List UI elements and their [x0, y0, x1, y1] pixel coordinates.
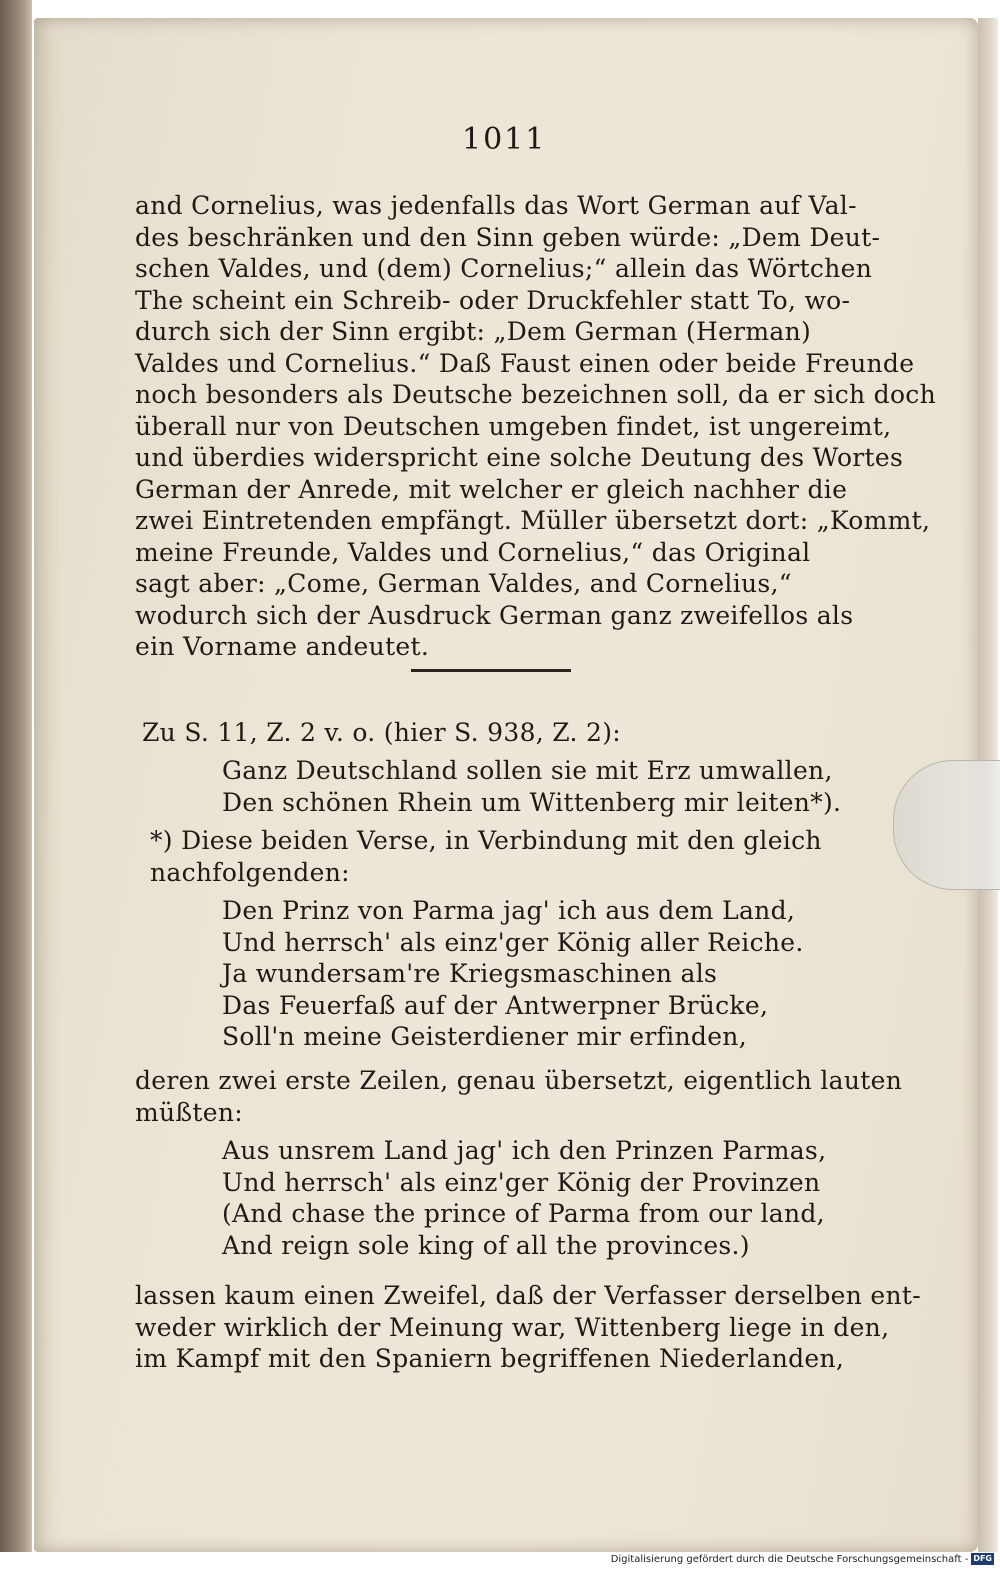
verse-line: Und herrsch' als einz'ger König der Provinzen	[222, 1167, 821, 1197]
verse-line: Ganz Deutschland sollen sie mit Erz umwallen,	[222, 756, 833, 785]
text-line: schen Valdes, und (dem) Cornelius;“ allein das Wörtchen	[135, 254, 873, 283]
text-line: wodurch sich der Ausdruck German ganz zweifellos als	[135, 600, 854, 630]
verse-line: Den Prinz von Parma jag' ich aus dem Land,	[222, 896, 796, 925]
credit-text: Digitalisierung gefördert durch die Deutsche Forschungsgemeinschaft -	[610, 1553, 969, 1565]
text-line: Valdes und Cornelius.“ Daß Faust einen oder beide Freunde	[135, 348, 915, 378]
verse-line: And reign sole king of all the provinces.)	[222, 1230, 750, 1260]
text-line: ein Vorname andeutet.	[135, 632, 430, 661]
section-divider	[411, 669, 571, 672]
footnote-end	[135, 1280, 922, 1375]
verse-line: Und herrsch' als einz'ger König aller Reiche.	[222, 927, 804, 957]
digitization-credit	[611, 1553, 994, 1565]
verse-line: Soll'n meine Geisterdiener mir erfinden,	[222, 1022, 747, 1051]
verse-line: Das Feuerfaß auf der Antwerpner Brücke,	[222, 990, 769, 1020]
text-line: and Cornelius, was jedenfalls das Wort German auf Val-	[135, 191, 857, 220]
verse-line: Ja wundersam're Kriegsmaschinen als	[222, 959, 718, 988]
text-line: noch besonders als Deutsche bezeichnen soll, da er sich doch	[135, 380, 936, 409]
text-line: *) Diese beiden Verse, in Verbindung mit den gleich	[150, 826, 822, 855]
text-line: des beschränken und den Sinn geben würde: „Dem Deut-	[135, 222, 881, 252]
verse-quote-1	[222, 755, 942, 818]
text-line: müßten:	[135, 1097, 243, 1127]
verse-line: Aus unsrem Land jag' ich den Prinzen Parmas,	[222, 1136, 827, 1165]
book-cover-edge	[0, 0, 32, 1552]
text-line: zwei Eintretenden empfängt. Müller übersetzt dort: „Kommt,	[135, 506, 931, 535]
text-line: nachfolgenden:	[150, 857, 350, 887]
page-number: 1011	[462, 122, 547, 157]
text-line: und überdies widerspricht eine solche Deutung des Wortes	[135, 443, 904, 472]
text-line: The scheint ein Schreib- oder Druckfehler statt To, wo-	[135, 285, 851, 315]
verse-quote-2	[222, 895, 942, 1053]
text-line: im Kampf mit den Spaniern begriffenen Niederlanden,	[135, 1344, 845, 1373]
verse-line: Den schönen Rhein um Wittenberg mir leiten*).	[222, 787, 842, 817]
text-line: deren zwei erste Zeilen, genau übersetzt, eigentlich lauten	[135, 1066, 903, 1095]
footnote-middle	[135, 1065, 903, 1128]
text-line: überall nur von Deutschen umgeben findet, ist ungereimt,	[135, 411, 892, 441]
verse-quote-3	[222, 1135, 942, 1261]
verse-line: (And chase the prince of Parma from our land,	[222, 1199, 825, 1228]
text-line: durch sich der Sinn ergibt: „Dem German (Herman)	[135, 317, 812, 346]
text-line: sagt aber: „Come, German Valdes, and Cornelius,“	[135, 569, 792, 598]
reference-heading: Zu S. 11, Z. 2 v. o. (hier S. 938, Z. 2):	[142, 718, 621, 747]
footnote-intro	[150, 825, 870, 888]
text-line: weder wirklich der Meinung war, Wittenberg liege in den,	[135, 1312, 890, 1342]
dfg-logo: DFG	[973, 1554, 992, 1563]
text-line: meine Freunde, Valdes und Cornelius,“ das Original	[135, 537, 811, 567]
text-line: lassen kaum einen Zweifel, daß der Verfasser derselben ent-	[135, 1281, 922, 1310]
text-line: German der Anrede, mit welcher er gleich nachher die	[135, 474, 848, 504]
paragraph-continuation	[135, 190, 936, 663]
